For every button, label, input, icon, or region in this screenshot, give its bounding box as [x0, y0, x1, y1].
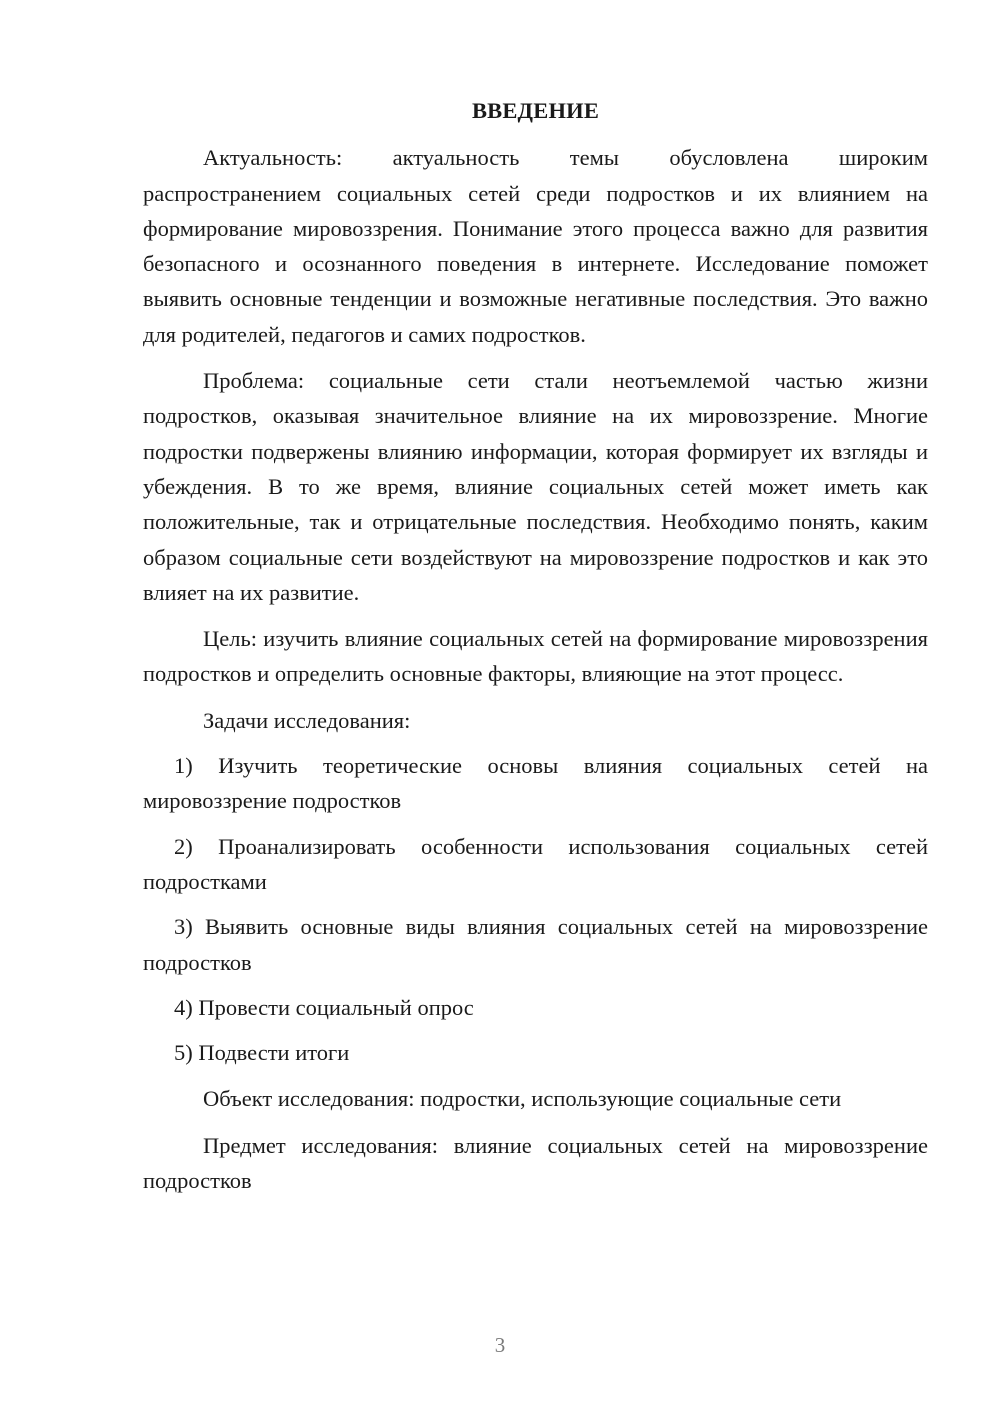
paragraph-object: Объект исследования: подростки, использующие социальные сети	[203, 1086, 842, 1112]
paragraph-goal: Цель: изучить влияние социальных сетей на формирование мировоззрения подростков и определить основные факторы, влияющие на этот процесс.	[143, 626, 928, 687]
task-item-5: 5) Подвести итоги	[174, 1040, 350, 1066]
page-content	[143, 93, 928, 1198]
paragraph-relevance: Актуальность: актуальность темы обусловлена широким распространением социальных сетей среди подростков и их влиянием на формирование мировоззрения. Понимание этого процесса важно для развития безопасного и осознанного поведения в интернете. Исследование поможет выявить основные тенденции и возможные негативные последствия. Это важно для родителей, педагогов и самих подростков.	[143, 145, 928, 347]
page-title: ВВЕДЕНИЕ	[471, 98, 600, 123]
task-item-2: 2) Проанализировать особенности использования социальных сетей подростками	[143, 833, 928, 894]
paragraph-subject: Предмет исследования: влияние социальных сетей на мировоззрение подростков	[143, 1132, 928, 1194]
task-item-3: 3) Выявить основные виды влияния социальных сетей на мировоззрение подростков	[143, 914, 928, 975]
page-number: 3	[494, 1333, 506, 1357]
tasks-heading: Задачи исследования:	[203, 707, 411, 733]
task-item-1: 1) Изучить теоретические основы влияния социальных сетей на мировоззрение подростков	[143, 753, 928, 814]
paragraph-problem: Проблема: социальные сети стали неотъемлемой частью жизни подростков, оказывая значительное влияние на их мировоззрение. Многие подростки подвержены влиянию информации, которая формирует их взгляды и убеждения. В то же время, влияние социальных сетей может иметь как положительные, так и отрицательные последствия. Необходимо понять, каким образом социальные сети воздействуют на мировоззрение подростков и как это влияет на их развитие.	[143, 368, 928, 605]
task-item-4: 4) Провести социальный опрос	[174, 994, 474, 1020]
